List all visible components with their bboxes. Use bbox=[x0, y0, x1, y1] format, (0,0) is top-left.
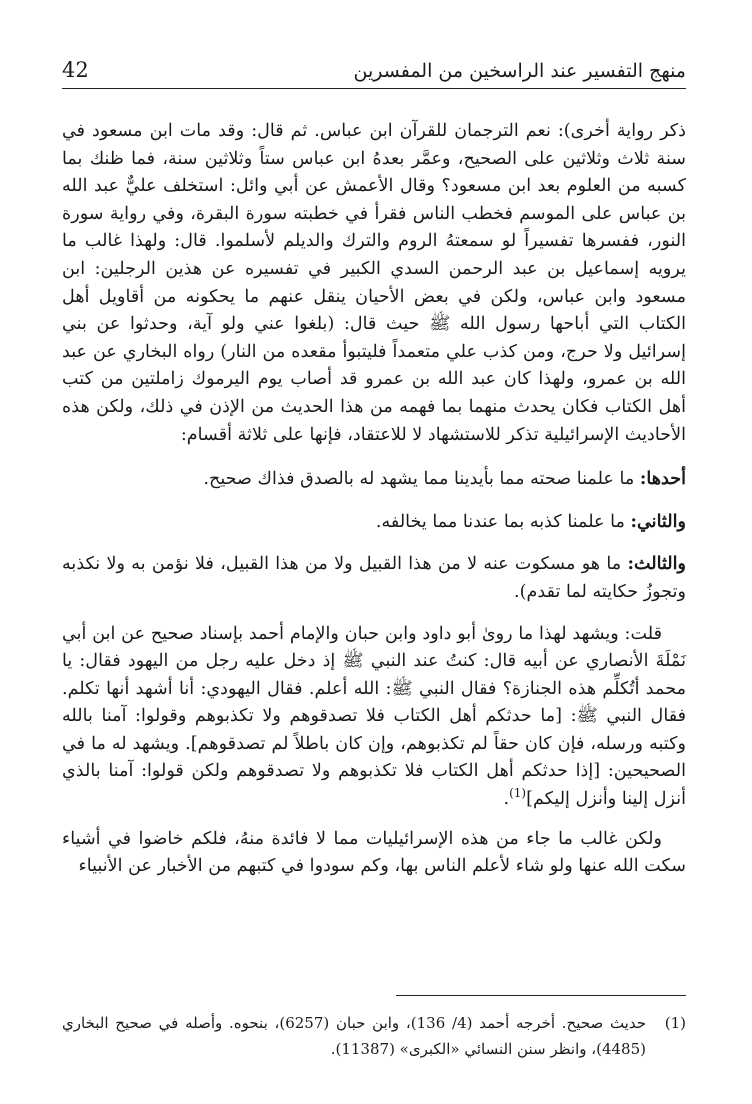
category-item-3 bbox=[62, 550, 686, 606]
footnotes-section bbox=[62, 1010, 686, 1062]
commentary-paragraph bbox=[62, 621, 686, 814]
category-lead: والثالث: bbox=[627, 553, 686, 575]
commentary-text: قلت: ويشهد لهذا ما روىٰ أبو داود وابن حبان والإمام أحمد بإسناد صحيح عن ابن أبي نَمْلَةَ الأنصاري عن أبيه قال: كنتُ عند النبي ﷺ إذ دخل عليه رجل من اليهود فقال: يا محمد أتُكلِّم هذه الجنازة؟ فقال النبي ﷺ: الله أعلم. فقال اليهودي: أنا أشهد أنها تكلم. فقال النبي ﷺ: [ما حدثكم أهل الكتاب فلا تصدقوهم ولا تكذبوهم وقولوا: آمنا بالله وكتبه ورسله، فإن كان حقاً لم تكذبوهم، وإن كان باطلاً لم تصدقوهم]. ويشهد له ما في الصحيحين: [إذا حدثكم أهل الكتاب فلا تكذبوهم ولا تصدقوهم ولكن قولوا: آمنا بالذي أنزل إلينا وأنزل إليكم] bbox=[62, 623, 686, 810]
category-item-2 bbox=[62, 508, 686, 537]
running-header bbox=[62, 58, 686, 89]
category-lead: أحدها: bbox=[639, 468, 686, 490]
footnote-divider bbox=[396, 995, 686, 996]
page-number: 42 bbox=[62, 58, 89, 82]
footnote-marker: (1) bbox=[664, 1014, 686, 1032]
closing-paragraph: ولكن غالب ما جاء من هذه الإسرائيليات مما لا فائدة منهُ، فلكم خاضوا في أشياء سكت الله عنها ولو شاء لأعلم الناس بها، وكم سودوا في كتبهم من الأخبار عن الأنبياء bbox=[62, 828, 686, 877]
category-text: ما هو مسكوت عنه لا من هذا القبيل ولا من هذا القبيل، فلا نؤمن به ولا نكذبه وتجوزُ حكايته لما تقدم). bbox=[62, 554, 686, 602]
main-text bbox=[62, 118, 686, 881]
category-text: ما علمنا كذبه بما عندنا مما يخالفه. bbox=[375, 511, 631, 532]
commentary-end: . bbox=[503, 789, 510, 810]
intro-paragraph: ذكر رواية أخرى): نعم الترجمان للقرآن ابن عباس. ثم قال: وقد مات ابن مسعود في سنة ثلاث وثلاثين على الصحيح، وعمَّر بعدهُ ابن عباس ستاً وثلاثين سنة، فما ظنك بما كسبه من العلوم بعد ابن مسعود؟ وقال الأعمش عن أبي وائل: استخلف عليٌّ عبد الله بن عباس على الموسم فخطب الناس فقرأ في خطبته سورة البقرة، وفي رواية سورة النور، ففسرها تفسيراً لو سمعتهُ الروم والترك والديلم لأسلموا. قال: ولهذا غالب ما يرويه إسماعيل بن عبد الرحمن السدي الكبير في تفسيره عن هذين الرجلين: ابن مسعود وابن عباس، ولكن في بعض الأحيان ينقل عنهم ما يحكونه من أقاويل أهل الكتاب التي أباحها رسول الله ﷺ حيث قال: (بلغوا عني ولو آية، وحدثوا عن بني إسرائيل ولا حرج، ومن كذب علي متعمداً فليتبوأ مقعده من النار) رواه البخاري عن عبد الله بن عمرو، ولهذا كان عبد الله بن عمرو قد أصاب يوم اليرموك زاملتين من كتب أهل الكتاب فكان يحدث منهما بما فهمه من هذا الحديث من الإذن في ذلك، ولكن هذه الأحاديث الإسرائيلية تذكر للاستشهاد لا للاعتقاد، فإنها على ثلاثة أقسام: bbox=[62, 121, 686, 445]
category-lead: والثاني: bbox=[630, 510, 686, 532]
footnote-text: حديث صحيح. أخرجه أحمد (4/ 136)، وابن حبان (6257)، بنحوه. وأصله في صحيح البخاري (4485)، وانظر سنن النسائي «الكبرى» (11387). bbox=[62, 1014, 646, 1058]
category-item-1 bbox=[62, 465, 686, 494]
running-title: منهج التفسير عند الراسخين من المفسرين bbox=[353, 60, 686, 82]
footnote-1 bbox=[62, 1010, 686, 1062]
category-text: ما علمنا صحته مما بأيدينا مما يشهد له بالصدق فذاك صحيح. bbox=[203, 469, 640, 490]
footnote-reference[interactable]: (1) bbox=[509, 786, 527, 801]
